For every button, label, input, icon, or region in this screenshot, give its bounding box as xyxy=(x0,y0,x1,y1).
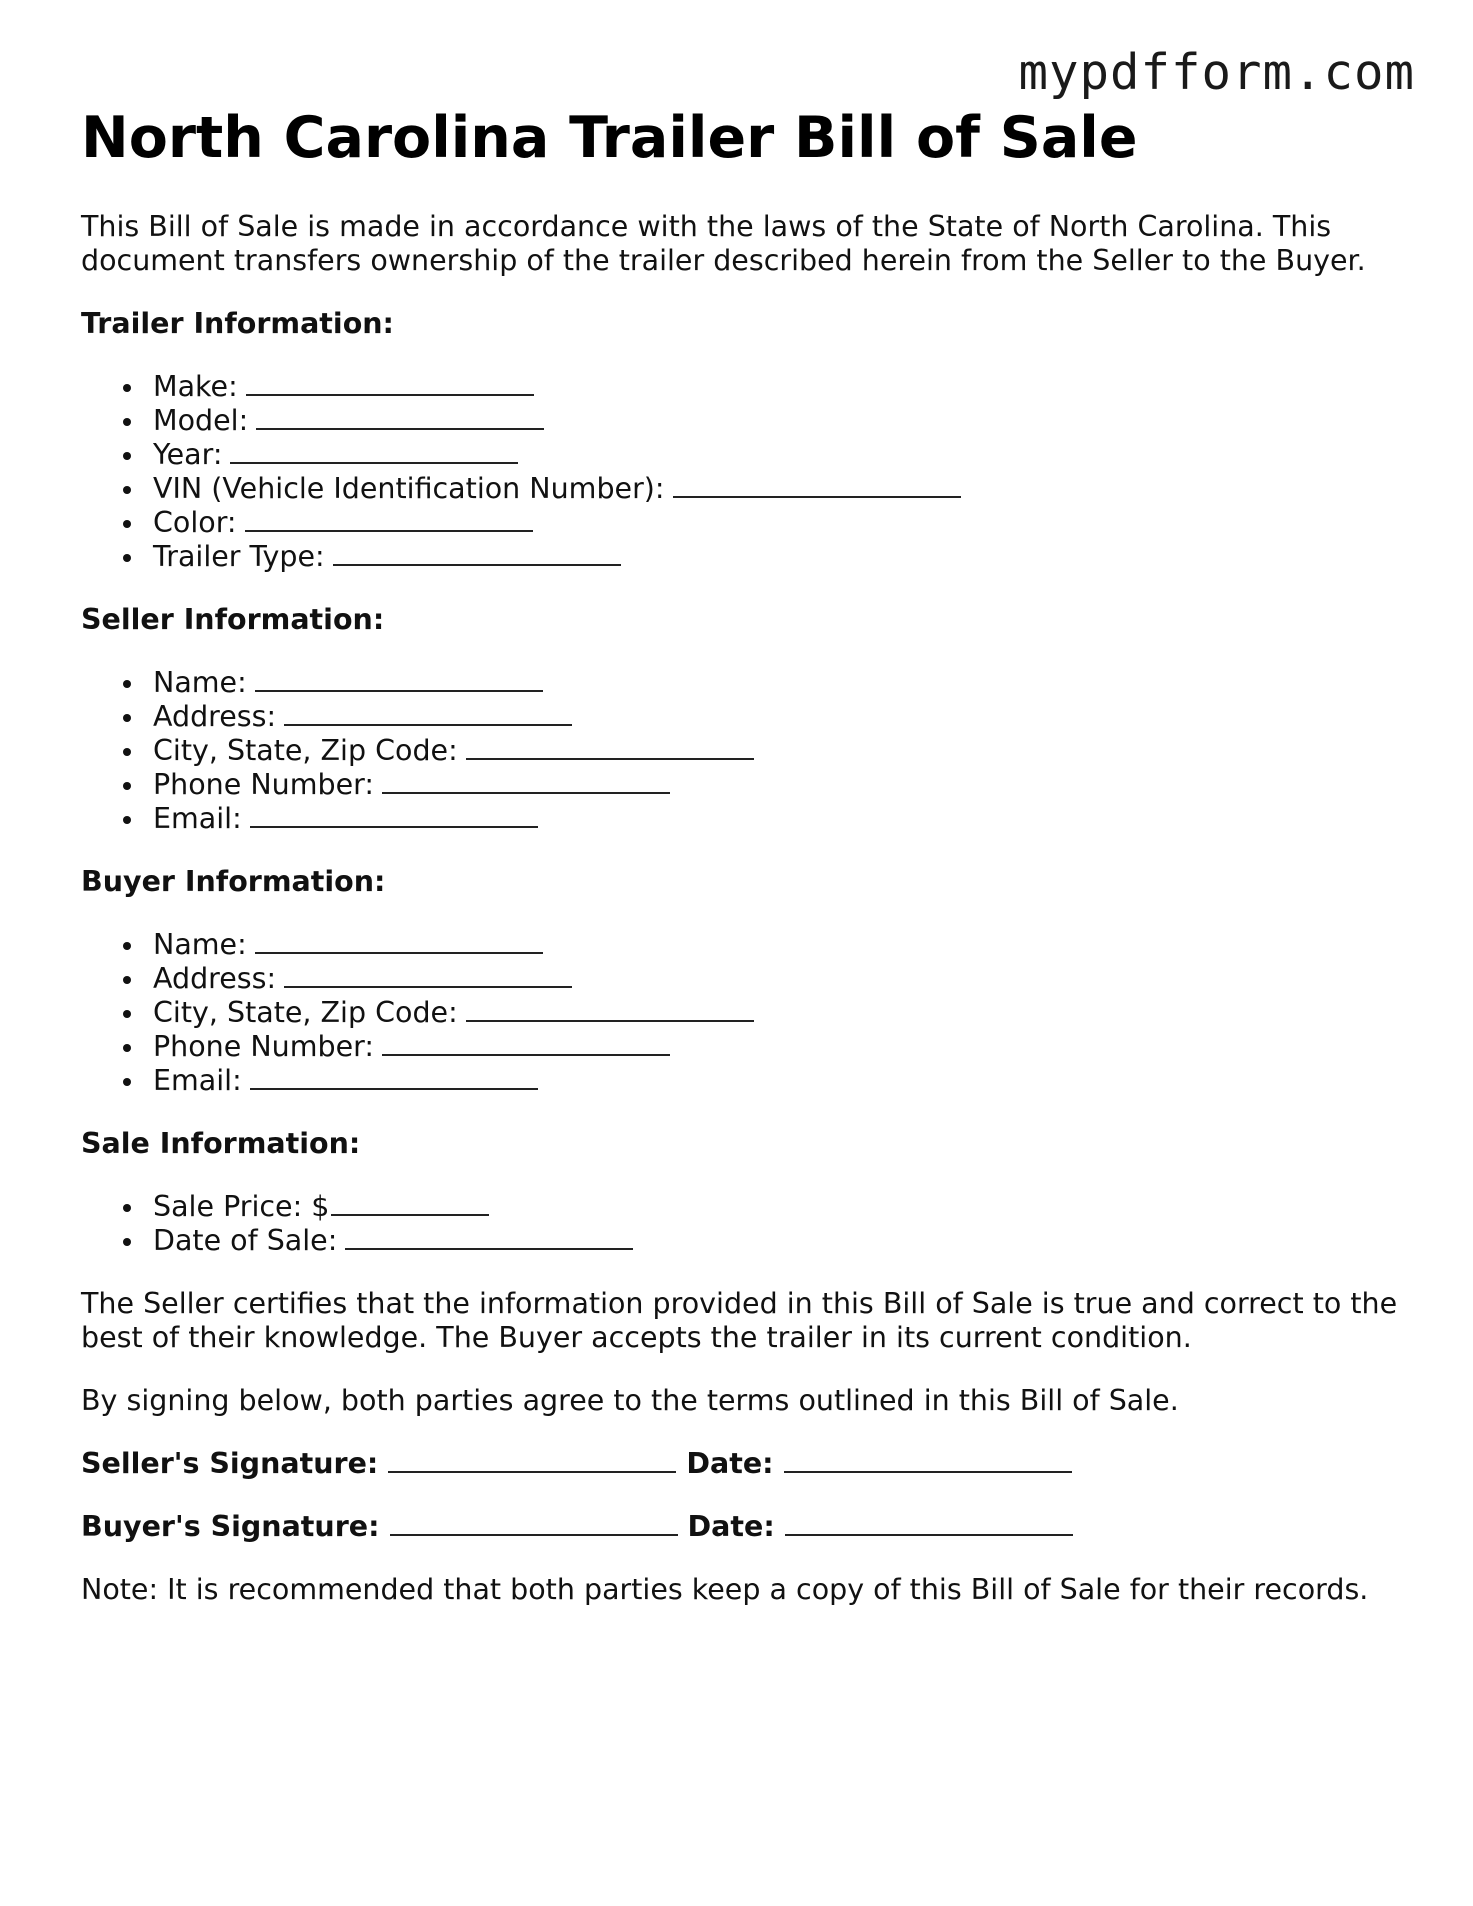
vin-blank[interactable] xyxy=(673,472,961,498)
buyer-info-heading: Buyer Information: xyxy=(81,865,386,898)
list-item xyxy=(153,700,1411,734)
seller-email-blank[interactable] xyxy=(250,802,538,828)
sale-date-blank[interactable] xyxy=(345,1224,633,1250)
color-blank[interactable] xyxy=(245,506,533,532)
buyer-city-state-zip-blank[interactable] xyxy=(466,996,754,1022)
list-item xyxy=(153,666,1411,700)
year-blank[interactable] xyxy=(230,438,518,464)
list-item xyxy=(153,768,1411,802)
page-title: North Carolina Trailer Bill of Sale xyxy=(81,105,1138,171)
list-item xyxy=(153,472,1411,506)
field-label: City, State, Zip Code: xyxy=(153,996,458,1029)
field-label: VIN (Vehicle Identification Number): xyxy=(153,472,665,505)
buyer-address-blank[interactable] xyxy=(284,962,572,988)
watermark: mypdfform.com xyxy=(1018,44,1415,101)
field-label: Sale Price: $ xyxy=(153,1190,330,1223)
list-item xyxy=(153,370,1411,404)
field-label: Name: xyxy=(153,666,247,699)
note-paragraph: Note: It is recommended that both parties keep a copy of this Bill of Sale for their records. xyxy=(81,1573,1369,1606)
buyer-email-blank[interactable] xyxy=(250,1064,538,1090)
intro-paragraph: This Bill of Sale is made in accordance with the laws of the State of North Carolina. This document transfers ownership of the trailer described herein from the Seller to the Buyer. xyxy=(81,210,1366,277)
buyer-signature-blank[interactable] xyxy=(390,1510,678,1536)
list-item xyxy=(153,506,1411,540)
seller-signature-blank[interactable] xyxy=(388,1447,676,1473)
field-label: Email: xyxy=(153,802,242,835)
buyer-signature-label: Buyer's Signature: xyxy=(81,1510,380,1543)
buyer-info-list xyxy=(81,928,1411,1098)
list-item xyxy=(153,1030,1411,1064)
list-item xyxy=(153,540,1411,574)
seller-city-state-zip-blank[interactable] xyxy=(466,734,754,760)
list-item xyxy=(153,1224,1411,1258)
list-item xyxy=(153,928,1411,962)
seller-signature-label: Seller's Signature: xyxy=(81,1447,379,1480)
field-label: Address: xyxy=(153,700,277,733)
list-item xyxy=(153,802,1411,836)
field-label: Trailer Type: xyxy=(153,540,325,573)
field-label: Date of Sale: xyxy=(153,1224,338,1257)
list-item xyxy=(153,962,1411,996)
field-label: Email: xyxy=(153,1064,242,1097)
list-item xyxy=(153,1190,1411,1224)
sale-info-list xyxy=(81,1190,1411,1258)
field-label: Name: xyxy=(153,928,247,961)
trailer-info-heading: Trailer Information: xyxy=(81,307,394,340)
document-page xyxy=(81,100,1411,1607)
trailer-type-blank[interactable] xyxy=(333,540,621,566)
seller-info-heading: Seller Information: xyxy=(81,603,385,636)
field-label: Make: xyxy=(153,370,238,403)
list-item xyxy=(153,438,1411,472)
buyer-name-blank[interactable] xyxy=(255,928,543,954)
field-label: Phone Number: xyxy=(153,768,374,801)
field-label: Year: xyxy=(153,438,223,471)
sale-price-blank[interactable] xyxy=(331,1190,489,1216)
field-label: Model: xyxy=(153,404,249,437)
list-item xyxy=(153,1064,1411,1098)
seller-address-blank[interactable] xyxy=(284,700,572,726)
buyer-signature-line xyxy=(81,1510,1411,1544)
seller-signature-line xyxy=(81,1447,1411,1481)
buyer-date-label: Date: xyxy=(687,1510,775,1543)
make-blank[interactable] xyxy=(246,370,534,396)
seller-phone-blank[interactable] xyxy=(382,768,670,794)
buyer-phone-blank[interactable] xyxy=(382,1030,670,1056)
sale-info-heading: Sale Information: xyxy=(81,1127,361,1160)
list-item xyxy=(153,996,1411,1030)
model-blank[interactable] xyxy=(256,404,544,430)
buyer-date-blank[interactable] xyxy=(785,1510,1073,1536)
field-label: Address: xyxy=(153,962,277,995)
seller-date-blank[interactable] xyxy=(784,1447,1072,1473)
agreement-paragraph: By signing below, both parties agree to the terms outlined in this Bill of Sale. xyxy=(81,1384,1179,1417)
field-label: Color: xyxy=(153,506,237,539)
field-label: Phone Number: xyxy=(153,1030,374,1063)
trailer-info-list xyxy=(81,370,1411,574)
certification-paragraph: The Seller certifies that the information provided in this Bill of Sale is true and correct to the best of their knowledge. The Buyer accepts the trailer in its current condition. xyxy=(81,1287,1398,1354)
list-item xyxy=(153,734,1411,768)
seller-info-list xyxy=(81,666,1411,836)
field-label: City, State, Zip Code: xyxy=(153,734,458,767)
list-item xyxy=(153,404,1411,438)
seller-date-label: Date: xyxy=(686,1447,774,1480)
seller-name-blank[interactable] xyxy=(255,666,543,692)
